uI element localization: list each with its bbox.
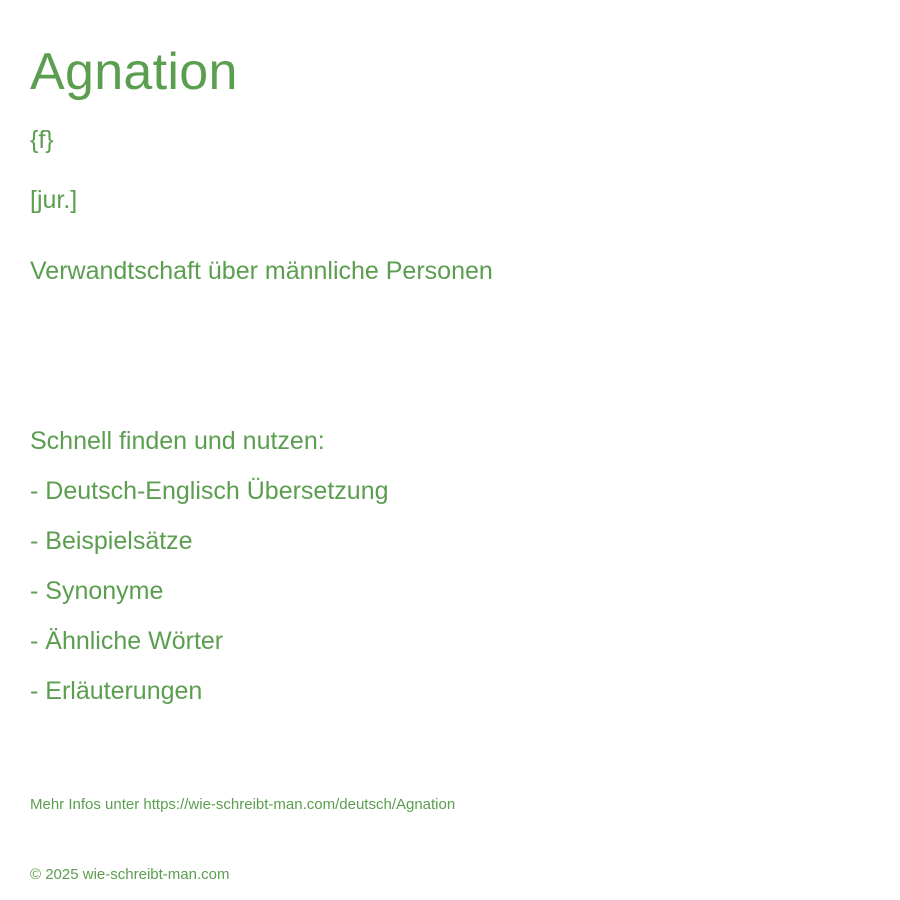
quick-link-example-sentences: - Beispielsätze [30, 527, 193, 555]
quick-link-similar-words: - Ähnliche Wörter [30, 627, 224, 655]
quick-link-synonyms: - Synonyme [30, 577, 164, 605]
quick-links-heading: Schnell finden und nutzen: [30, 427, 325, 455]
domain-label: [jur.] [30, 186, 78, 214]
quick-link-explanations: - Erläuterungen [30, 677, 203, 705]
gender-label: {f} [30, 126, 54, 154]
quick-link-translation: - Deutsch-Englisch Übersetzung [30, 477, 389, 505]
definition-text: Verwandtschaft über männliche Personen [30, 257, 493, 285]
word-title: Agnation [30, 43, 238, 101]
copyright-text: © 2025 wie-schreibt-man.com [30, 866, 230, 883]
more-info-text: Mehr Infos unter https://wie-schreibt-man.com/deutsch/Agnation [30, 796, 456, 813]
